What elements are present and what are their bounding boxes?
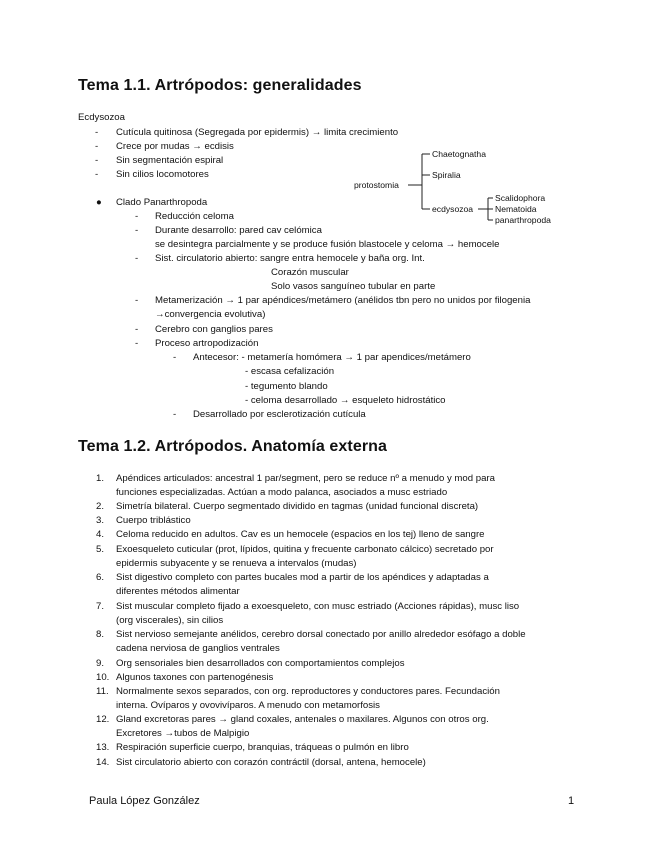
sub-sub-item: Desarrollado por esclerotización cutícula <box>193 409 366 420</box>
dash-marker: - <box>135 211 139 222</box>
page-number: 1 <box>568 795 575 807</box>
round-bullet: ● <box>96 197 102 208</box>
item-number: 14. <box>96 757 110 768</box>
clade-label: Clado Panarthropoda <box>116 197 208 208</box>
list-item-line: Cuerpo triblástico <box>116 515 191 526</box>
sub-sub-item: Antecesor: - metamería homómera → 1 par apendices/metámero <box>193 352 471 363</box>
list-item-line: (org viscerales), sin cilios <box>116 615 224 626</box>
dash-marker: - <box>135 338 139 349</box>
bullet-item: Cutícula quitinosa (Segregada por epidermis) → limita crecimiento <box>116 127 399 138</box>
footer-author: Paula López González <box>89 795 200 807</box>
list-item-line: Apéndices articulados: ancestral 1 par/segment, pero se reduce nº a menudo y mod para <box>116 473 495 484</box>
bullet-item: Crece por mudas → ecdisis <box>116 141 234 152</box>
item-number: 10. <box>96 672 110 683</box>
list-item-line: interna. Ovíparos y ovovivíparos. A menudo con metamorfosis <box>116 700 380 711</box>
list-item-line: Gland excretoras pares → gland coxales, antenales o maxilares. Algunos con otros org. <box>116 714 489 725</box>
section-title-1: Tema 1.1. Artrópodos: generalidades <box>78 77 362 94</box>
list-item-line: Sist muscular completo fijado a exoesqueleto, con musc estriado (Acciones rápidas), musc liso <box>116 601 520 612</box>
list-item-line: Excretores →tubos de Malpigio <box>116 728 250 739</box>
dash-marker: - <box>95 155 99 166</box>
sub-item-continuation: se desintegra parcialmente y se produce fusión blastocele y celoma → hemocele <box>155 239 500 250</box>
list-item-line: Celoma reducido en adultos. Cav es un hemocele (espacios en los tej) lleno de sangre <box>116 529 485 540</box>
tree-label-chaetognatha: Chaetognatha <box>432 149 486 159</box>
sub-item-continuation: Solo vasos sanguíneo tubular en parte <box>271 281 436 292</box>
item-number: 13. <box>96 742 110 753</box>
item-number: 2. <box>96 501 105 512</box>
list-item-line: Sist nervioso semejante anélidos, cerebro dorsal conectado por anillo alrededor esófago a doble <box>116 629 526 640</box>
item-number: 5. <box>96 544 105 555</box>
dash-marker: - <box>95 169 99 180</box>
list-item-line: Respiración superficie cuerpo, branquias, tráqueas o pulmón en libro <box>116 742 409 753</box>
list-item-line: epidermis subyacente y se renueva a intervalos (mudas) <box>116 558 357 569</box>
list-item-line: diferentes métodos alimentar <box>116 586 240 597</box>
sub-sub-item-continuation: - celoma desarrollado → esqueleto hidrostático <box>245 395 446 406</box>
item-number: 1. <box>96 473 105 484</box>
list-item-line: Exoesqueleto cuticular (prot, lípidos, quitina y frecuente carbonato cálcico) secretado por <box>116 544 494 555</box>
tree-label-scalidophora: Scalidophora <box>495 193 546 203</box>
list-item-line: Normalmente sexos separados, con org. reproductores y conductores pares. Fecundación <box>116 686 500 697</box>
item-number: 4. <box>96 529 105 540</box>
dash-marker: - <box>95 141 99 152</box>
item-number: 8. <box>96 629 105 640</box>
ecdysozoa-label: Ecdysozoa <box>78 112 125 123</box>
dash-marker: - <box>173 352 177 363</box>
list-item-line: Simetría bilateral. Cuerpo segmentado dividido en tagmas (unidad funcional discreta) <box>116 501 479 512</box>
sub-item-continuation: Corazón muscular <box>271 267 349 278</box>
sub-sub-item-continuation: - tegumento blando <box>245 381 328 392</box>
sub-item: Durante desarrollo: pared cav celómica <box>155 225 322 236</box>
sub-item: Proceso artropodización <box>155 338 259 349</box>
dash-marker: - <box>135 253 139 264</box>
list-item-line: Sist digestivo completo con partes bucales mod a partir de los apéndices y adaptadas a <box>116 572 489 583</box>
bullet-item: Sin cilios locomotores <box>116 169 209 180</box>
list-item-line: cadena nerviosa de ganglios ventrales <box>116 643 280 654</box>
sub-item: Sist. circulatorio abierto: sangre entra hemocele y baña org. Int. <box>155 253 425 264</box>
item-number: 6. <box>96 572 105 583</box>
dash-marker: - <box>135 225 139 236</box>
list-item-line: Sist circulatorio abierto con corazón contráctil (dorsal, antena, hemocele) <box>116 757 426 768</box>
item-number: 12. <box>96 714 110 725</box>
tree-label-panarthropoda: panarthropoda <box>495 215 551 225</box>
tree-label-protostomia: protostomia <box>354 180 399 190</box>
item-number: 7. <box>96 601 105 612</box>
item-number: 9. <box>96 658 105 669</box>
sub-item: Reducción celoma <box>155 211 234 222</box>
bullet-item: Sin segmentación espiral <box>116 155 224 166</box>
list-item-line: Algunos taxones con partenogénesis <box>116 672 274 683</box>
sub-item: Metamerización → 1 par apéndices/metámero (anélidos tbn pero no unidos por filogenia <box>155 295 531 306</box>
dash-marker: - <box>95 127 99 138</box>
tree-label-spiralia: Spiralia <box>432 170 461 180</box>
dash-marker: - <box>173 409 177 420</box>
sub-sub-item-continuation: - escasa cefalización <box>245 366 335 377</box>
tree-label-nematoida: Nematoida <box>495 204 537 214</box>
section-title-2: Tema 1.2. Artrópodos. Anatomía externa <box>78 438 388 455</box>
phylogeny-diagram <box>350 140 570 230</box>
item-number: 3. <box>96 515 105 526</box>
list-item-line: funciones especializadas. Actúan a modo palanca, asociados a musc estriado <box>116 487 448 498</box>
item-number: 11. <box>96 686 109 697</box>
dash-marker: - <box>135 324 139 335</box>
sub-item-continuation: →convergencia evolutiva) <box>155 309 266 320</box>
sub-item: Cerebro con ganglios pares <box>155 324 273 335</box>
dash-marker: - <box>135 295 139 306</box>
tree-label-ecdysozoa: ecdysozoa <box>432 204 474 214</box>
list-item-line: Org sensoriales bien desarrollados con comportamientos complejos <box>116 658 405 669</box>
